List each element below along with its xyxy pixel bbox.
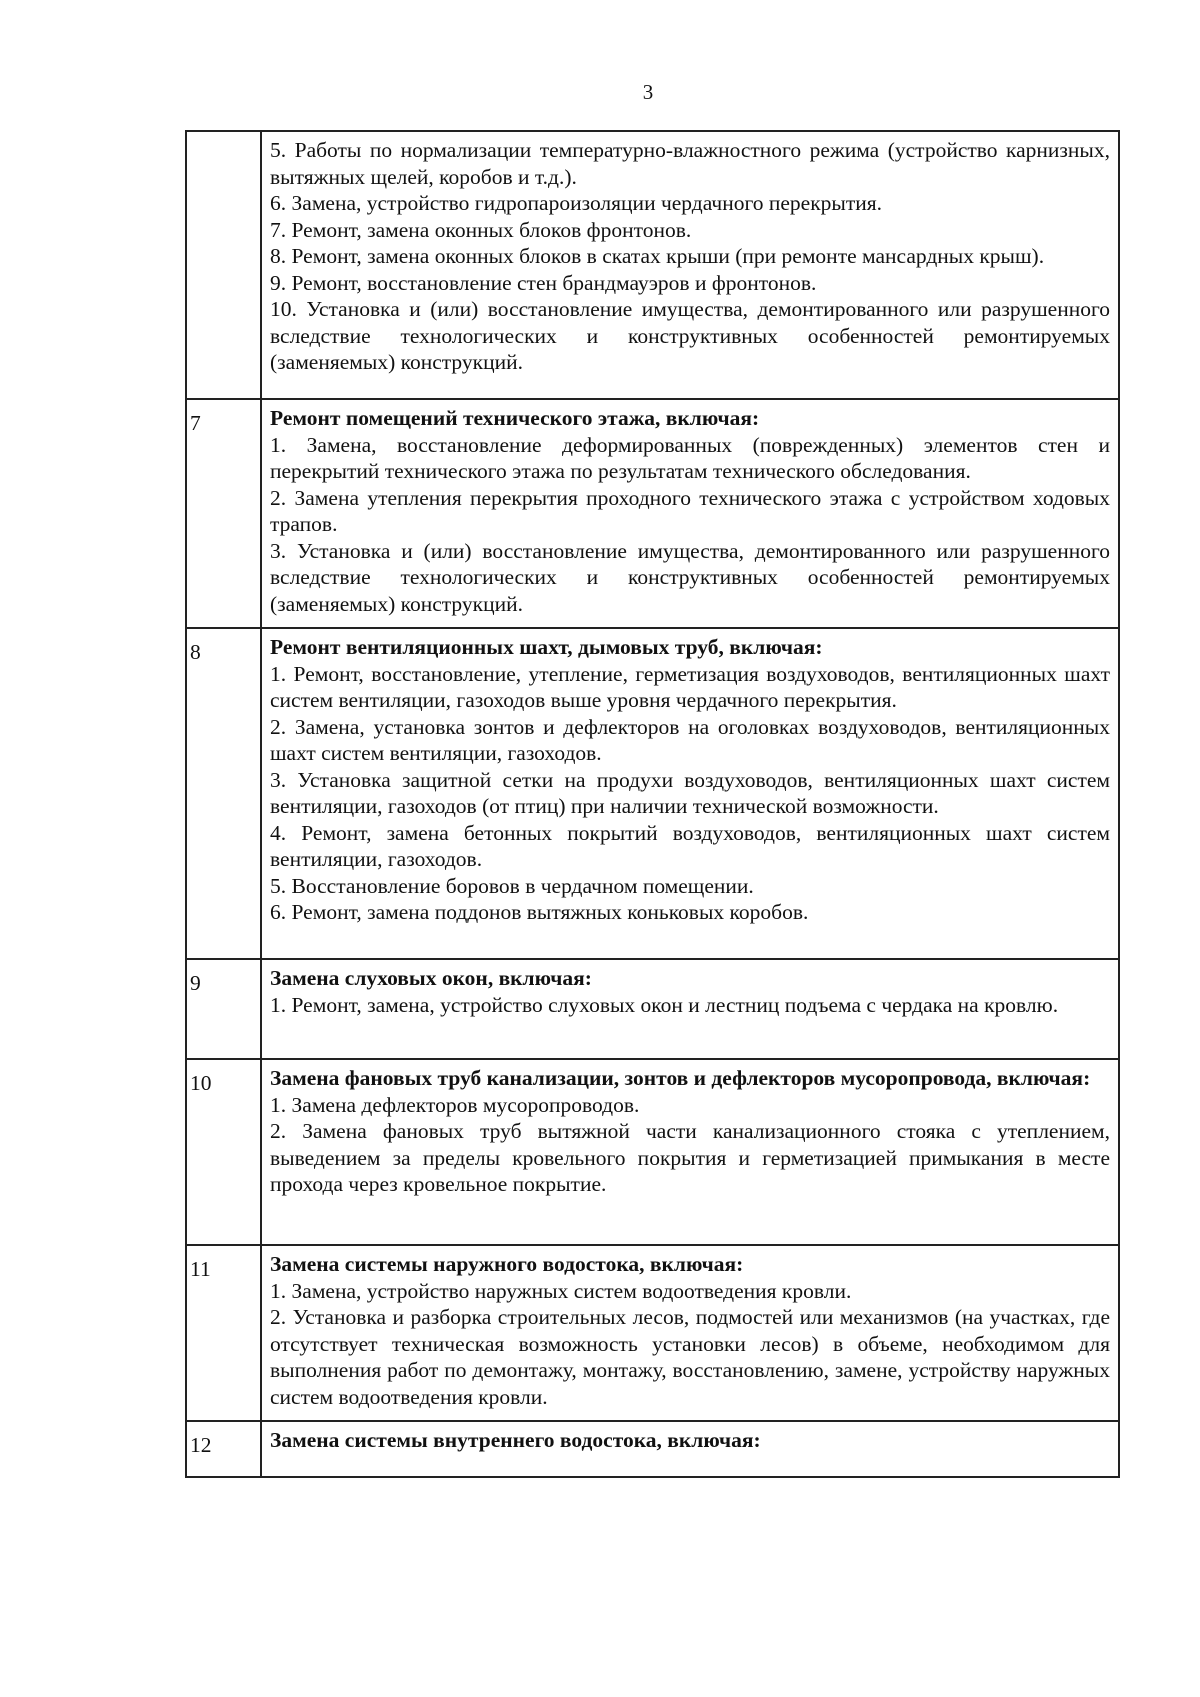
row-content [261,628,1119,959]
row-title: Ремонт вентиляционных шахт, дымовых труб, включая: [270,635,823,659]
row-number: 10 [186,1059,261,1245]
table-row [186,1421,1119,1477]
row-content [261,131,1119,399]
row-number: 7 [186,399,261,628]
list-item: 10. Установка и (или) восстановление имущества, демонтированного или разрушенного вследствие технологических и конструктивных особенностей ремонтируемых (заменяемых) конструкций. [270,297,1110,374]
list-item: 2. Замена фановых труб вытяжной части канализационного стояка с утеплением, выведением за пределы кровельного покрытия и герметизацией примыкания в месте прохода через кровельное покрытие. [270,1119,1110,1196]
list-item: 8. Ремонт, замена оконных блоков в скатах крыши (при ремонте мансардных крыш). [270,244,1045,268]
table-row [186,131,1119,399]
list-item: 3. Установка и (или) восстановление имущества, демонтированного или разрушенного вследствие технологических и конструктивных особенностей ремонтируемых (заменяемых) конструкций. [270,538,1110,616]
row-title: Замена системы внутреннего водостока, включая: [270,1428,761,1452]
list-item: 6. Ремонт, замена поддонов вытяжных коньковых коробов. [270,900,809,924]
row-number [186,131,261,399]
row-number: 12 [186,1421,261,1477]
table-row [186,399,1119,628]
row-title: Ремонт помещений технического этажа, включая: [270,406,760,430]
table-row [186,959,1119,1059]
row-content [261,1421,1119,1477]
list-item: 2. Установка и разборка строительных лесов, подмостей или механизмов (на участках, где отсутствует техническая возможность установки лесов) в объеме, необходимом для выполнения работ по демонтажу, монтажу, восстановлению, замене, устройству наружных систем водоотведения кровли. [270,1305,1110,1409]
table-row [186,1059,1119,1245]
row-content [261,1245,1119,1421]
list-item: 1. Ремонт, замена, устройство слуховых окон и лестниц подъема с чердака на кровлю. [270,992,1059,1017]
row-content [261,1059,1119,1245]
list-item: 1. Замена дефлекторов мусоропроводов. [270,1092,640,1117]
list-item: 2. Замена утепления перекрытия проходного технического этажа с устройством ходовых трапов. [270,485,1110,536]
row-title: Замена системы наружного водостока, включая: [270,1252,744,1276]
list-item: 6. Замена, устройство гидропароизоляции чердачного перекрытия. [270,191,883,215]
row-content [261,399,1119,628]
row-number: 11 [186,1245,261,1421]
list-item: 4. Ремонт, замена бетонных покрытий воздуховодов, вентиляционных шахт систем вентиляции, газоходов. [270,820,1110,871]
list-item: 1. Ремонт, восстановление, утепление, герметизация воздуховодов, вентиляционных шахт систем вентиляции, газоходов выше уровня чердачного перекрытия. [270,661,1110,712]
list-item: 7. Ремонт, замена оконных блоков фронтонов. [270,217,692,242]
table-row [186,628,1119,959]
row-number: 9 [186,959,261,1059]
list-item: 1. Замена, устройство наружных систем водоотведения кровли. [270,1278,852,1303]
row-content [261,959,1119,1059]
list-item: 5. Работы по нормализации температурно-влажностного режима (устройство карнизных, вытяжных щелей, коробов и т.д.). [270,138,1110,189]
row-number: 8 [186,628,261,959]
table-row [186,1245,1119,1421]
row-title: Замена фановых труб канализации, зонтов и дефлекторов мусоропровода, включая: [270,1066,1091,1090]
list-item: 1. Замена, восстановление деформированных (поврежденных) элементов стен и перекрытий технического этажа по результатам технического обследования. [270,432,1110,483]
page-number: 3 [642,80,654,104]
list-item: 3. Установка защитной сетки на продухи воздуховодов, вентиляционных шахт систем вентиляции, газоходов (от птиц) при наличии технической возможности. [270,767,1110,818]
list-item: 5. Восстановление боровов в чердачном помещении. [270,873,754,898]
list-item: 2. Замена, установка зонтов и дефлекторов на оголовках воздуховодов, вентиляционных шахт систем вентиляции, газоходов. [270,714,1110,765]
list-item: 9. Ремонт, восстановление стен брандмауэров и фронтонов. [270,270,817,295]
row-title: Замена слуховых окон, включая: [270,966,592,990]
works-table [185,130,1120,1478]
